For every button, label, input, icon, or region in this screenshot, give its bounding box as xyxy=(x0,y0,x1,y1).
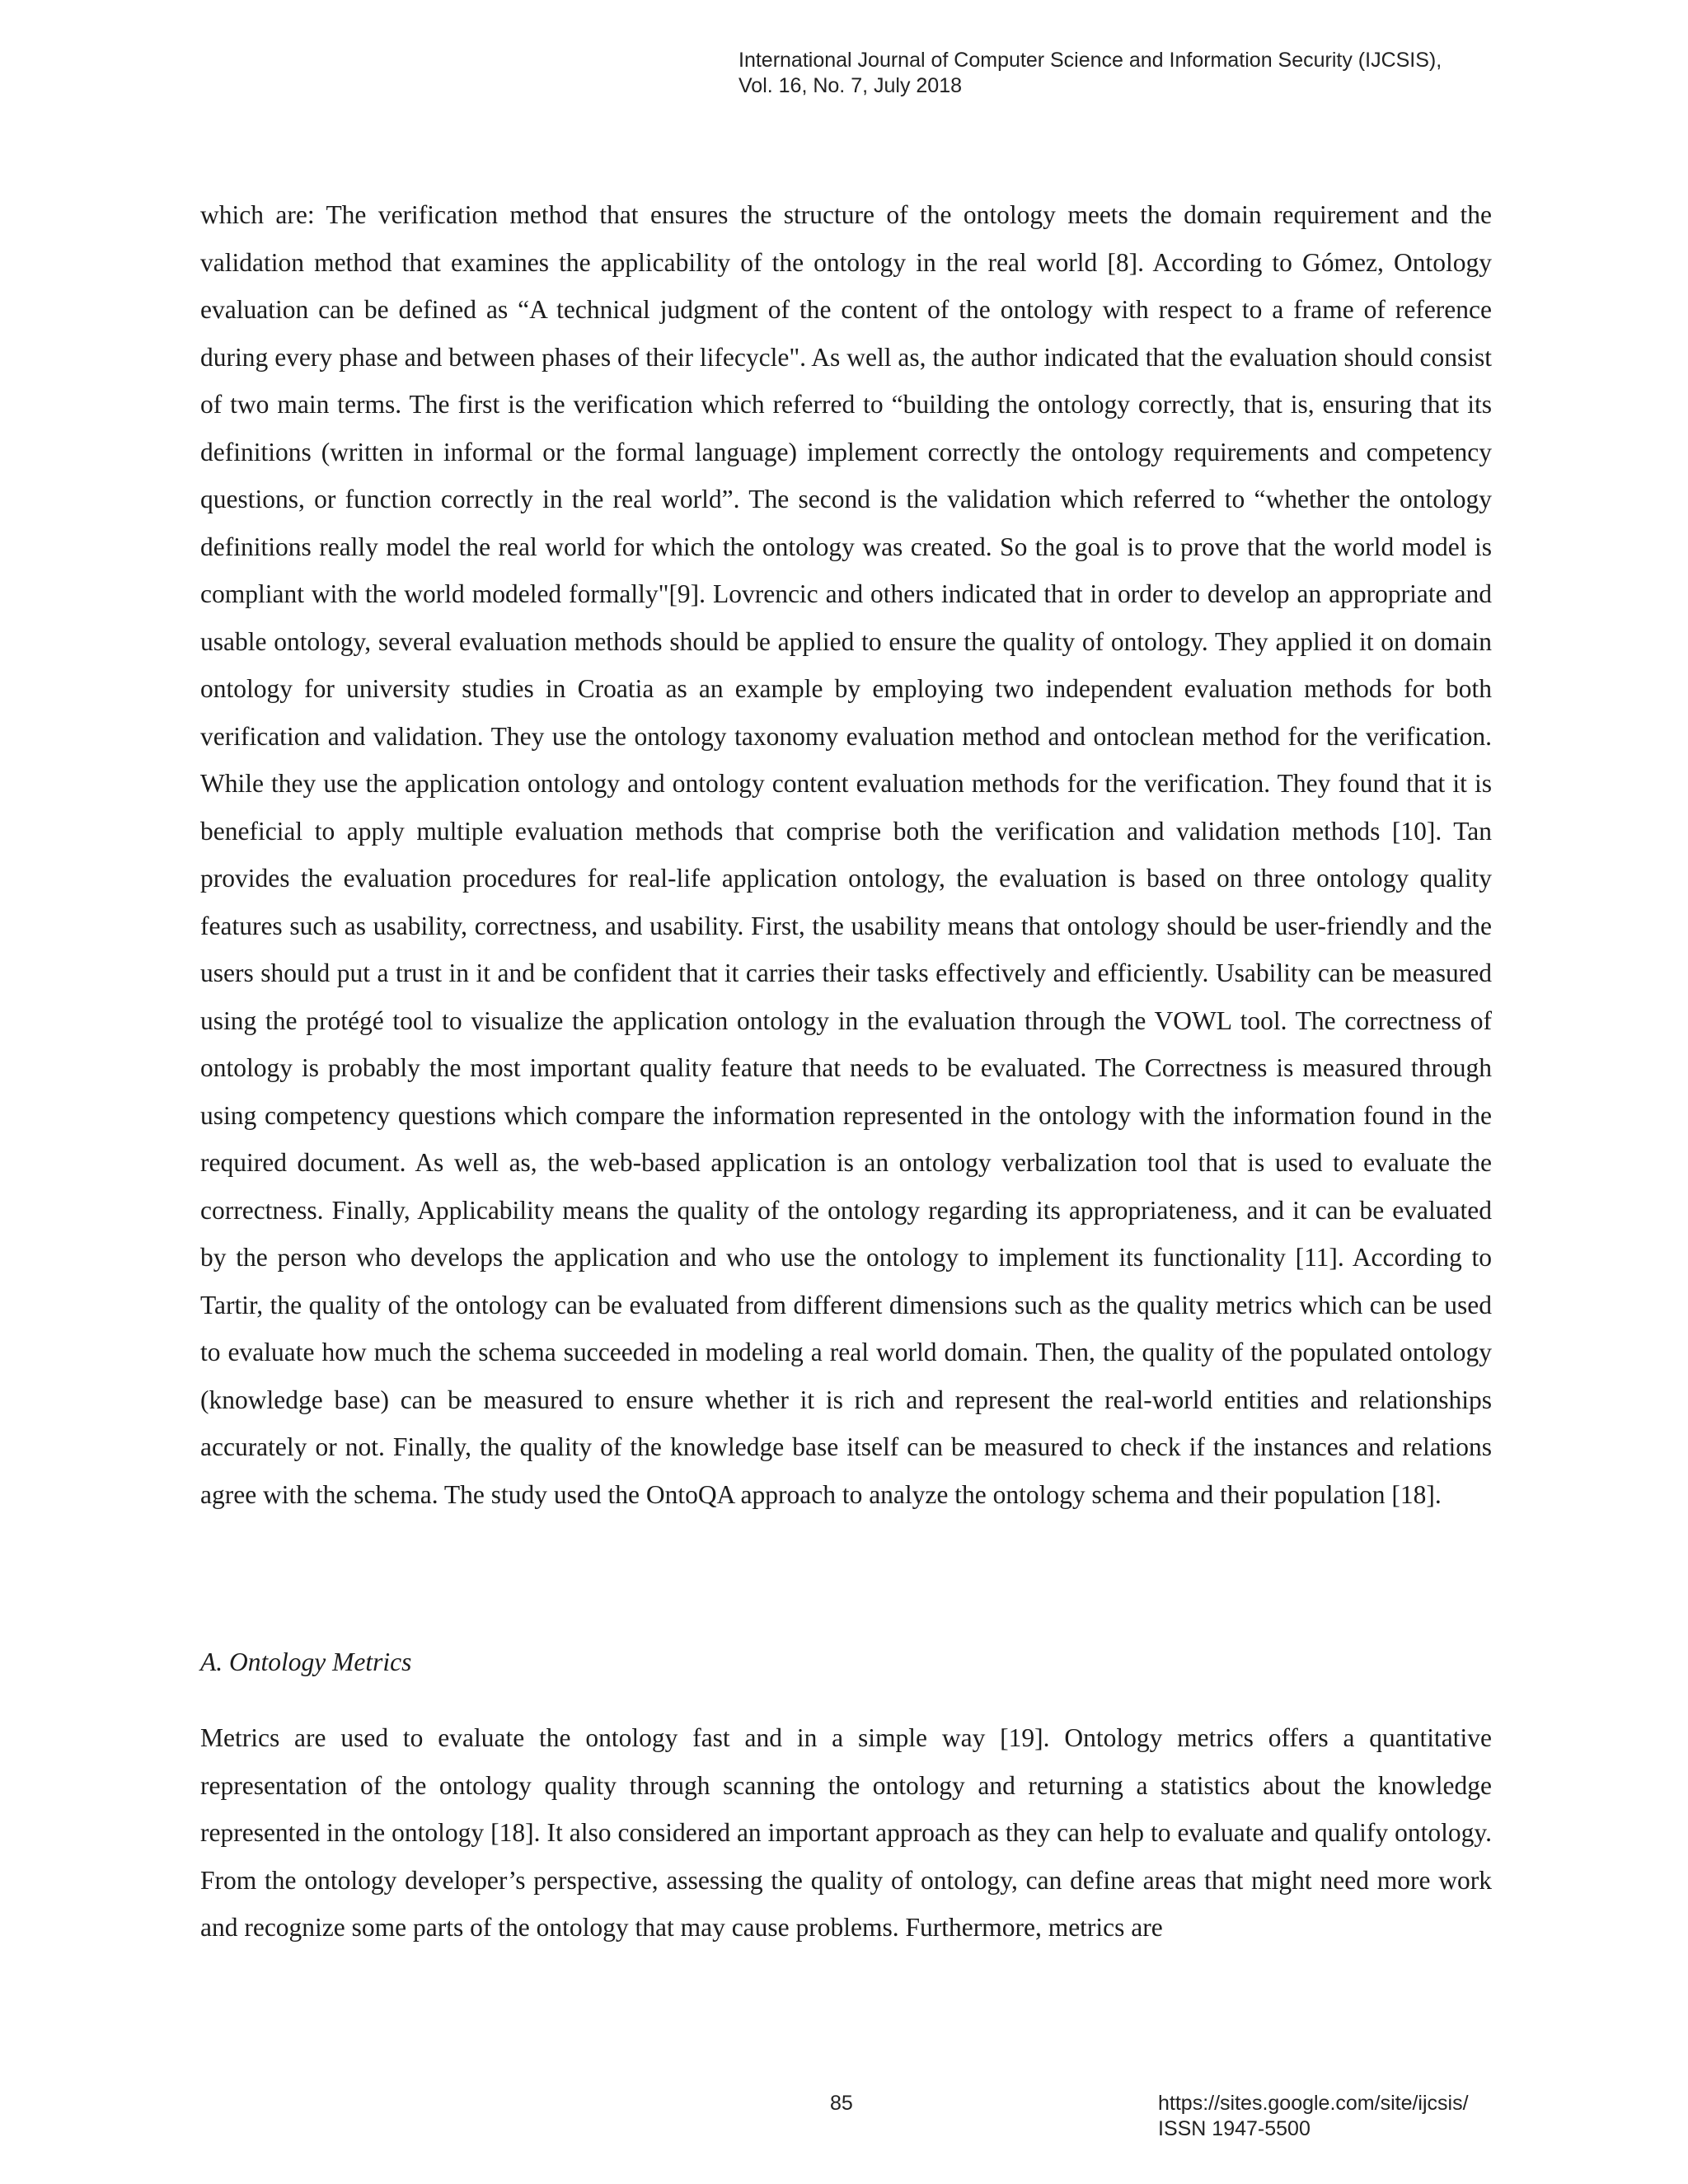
section-heading: A. Ontology Metrics xyxy=(200,1647,412,1676)
journal-title: International Journal of Computer Science and Information Security (IJCSIS), xyxy=(738,49,1442,72)
page-number: 85 xyxy=(830,2092,853,2115)
body-paragraph: Metrics are used to evaluate the ontology fast and in a simple way [19]. Ontology metrics offers a quantitative representation of the ontology quality through scanning the ontology and returning a statistics about the knowledge represented in the ontology [18]. It also considered an important approach as they can help to evaluate and qualify ontology. From the ontology developer’s perspective, assessing the quality of ontology, can define areas that might need more work and recognize some parts of the ontology that may cause problems. Furthermore, metrics are xyxy=(200,1723,1492,1942)
journal-header xyxy=(738,48,1442,99)
journal-url[interactable]: https://sites.google.com/site/ijcsis/ xyxy=(1158,2092,1469,2115)
journal-issn: ISSN 1947-5500 xyxy=(1158,2117,1311,2140)
journal-volume: Vol. 16, No. 7, July 2018 xyxy=(738,74,963,97)
body-paragraph: which are: The verification method that ensures the structure of the ontology meets the domain requirement and the validation method that examines the applicability of the ontology in the real world [8]. According to Gómez, Ontology evaluation can be defined as “A technical judgment of the content of the ontology with respect to a frame of reference during every phase and between phases of their lifecycle". As well as, the author indicated that the evaluation should consist of two main terms. The first is the verification which referred to “building the ontology correctly, that is, ensuring that its definitions (written in informal or the formal language) implement correctly the ontology requirements and competency questions, or function correctly in the real world”. The second is the validation which referred to “whether the ontology definitions really model the real world for which the ontology was created. So the goal is to prove that the world model is compliant with the world modeled formally"[9]. Lovrencic and others indicated that in order to develop an appropriate and usable ontology, several evaluation methods should be applied to ensure the quality of ontology. They applied it on domain ontology for university studies in Croatia as an example by employing two independent evaluation methods for both verification and validation. They use the ontology taxonomy evaluation method and ontoclean method for the verification. While they use the application ontology and ontology content evaluation methods for the verification. They found that it is beneficial to apply multiple evaluation methods that comprise both the verification and validation methods [10]. Tan provides the evaluation procedures for real-life application ontology, the evaluation is based on three ontology quality features such as usability, correctness, and usability. First, the usability means that ontology should be user-friendly and the users should put a trust in it and be confident that it carries their tasks effectively and efficiently. Usability can be measured using the protégé tool to visualize the application ontology in the evaluation through the VOWL tool. The correctness of ontology is probably the most important quality feature that needs to be evaluated. The Correctness is measured through using competency questions which compare the information represented in the ontology with the information found in the required document. As well as, the web-based application is an ontology verbalization tool that is used to evaluate the correctness. Finally, Applicability means the quality of the ontology regarding its appropriateness, and it can be evaluated by the person who develops the application and who use the ontology to implement its functionality [11]. According to Tartir, the quality of the ontology can be evaluated from different dimensions such as the quality metrics which can be used to evaluate how much the schema succeeded in modeling a real world domain. Then, the quality of the populated ontology (knowledge base) can be measured to ensure whether it is rich and represent the real-world entities and relationships accurately or not. Finally, the quality of the knowledge base itself can be measured to check if the instances and relations agree with the schema. The study used the OntoQA approach to analyze the ontology schema and their population [18]. xyxy=(200,200,1492,1509)
journal-footer xyxy=(1158,2091,1469,2142)
